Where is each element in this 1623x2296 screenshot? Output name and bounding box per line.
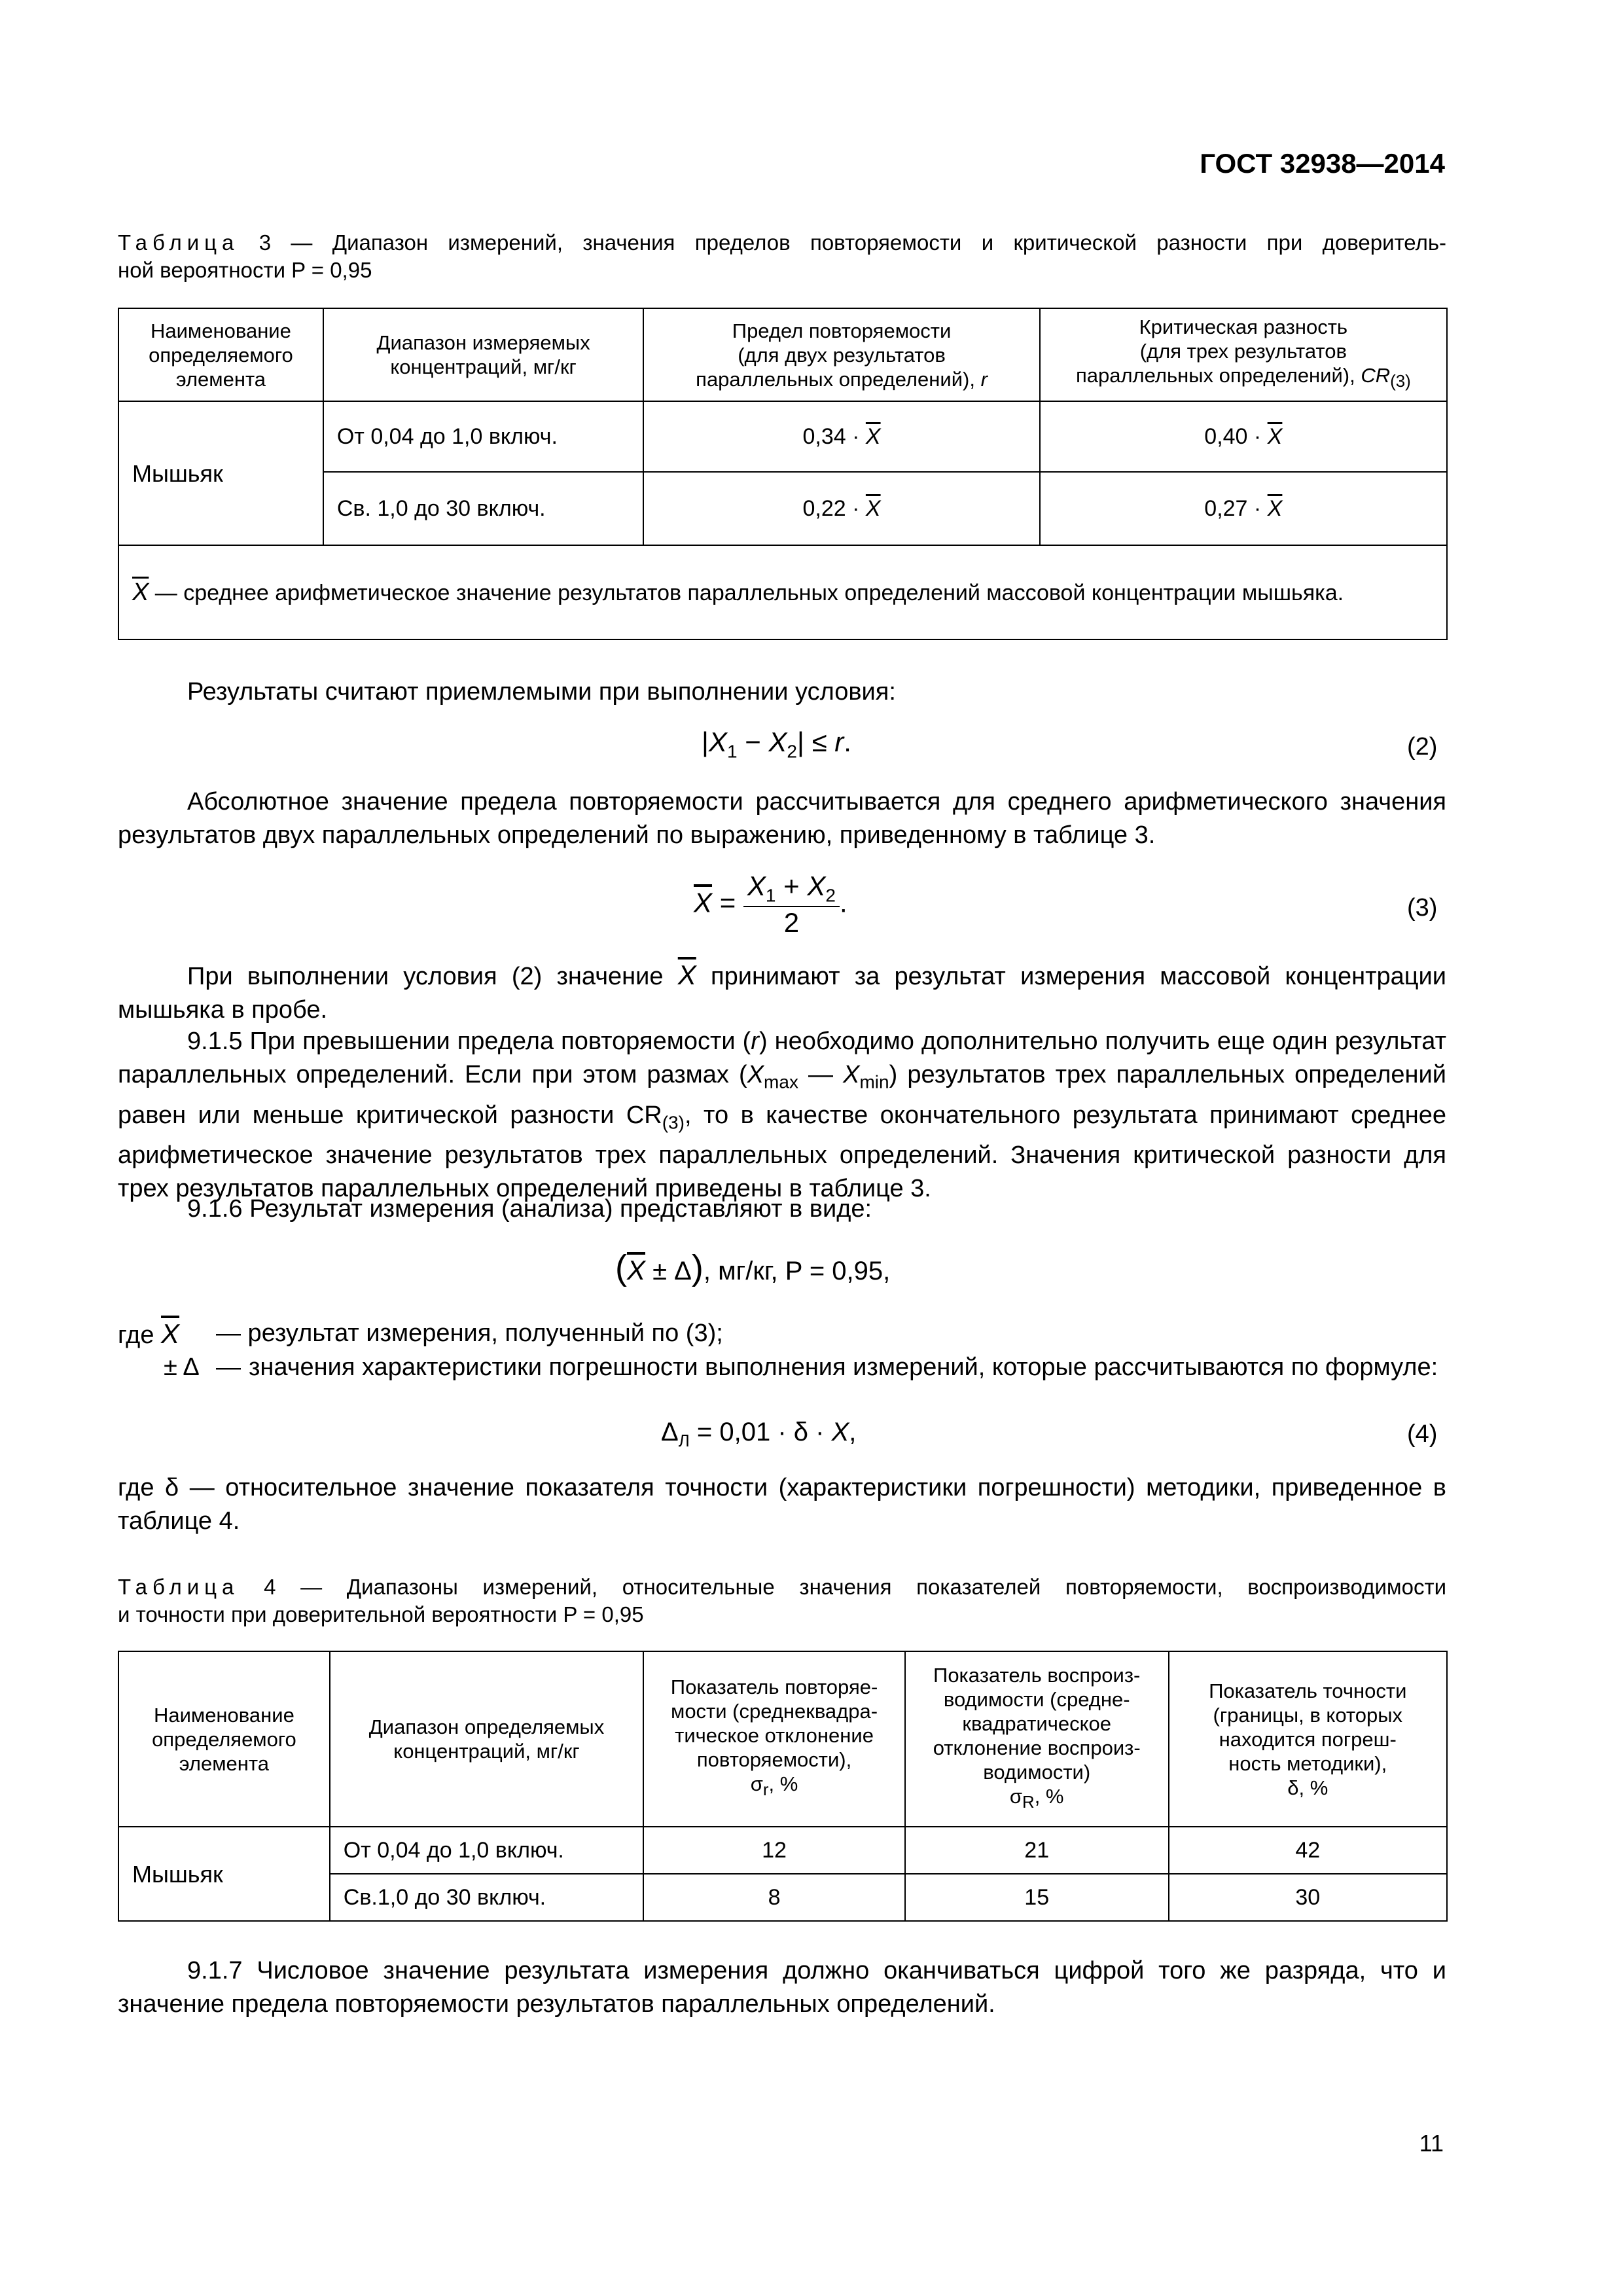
table3-caption-lead: Таблица (118, 230, 240, 255)
table4-caption-lead: Таблица (118, 1575, 240, 1599)
table3-cr-value: $0,40 \cdot \overline{X}$ (1040, 401, 1447, 472)
paragraph-absolute-value: Абсолютное значение предела повторяемости рассчитывается для среднего арифметического значения результатов двух параллельных определений по выражению, приведенному в таблице 3. (118, 788, 1446, 849)
table4-sigma-R: 15 (905, 1874, 1169, 1921)
table4-range: От 0,04 до 1,0 включ. (330, 1827, 643, 1874)
paragraph-9-1-7: 9.1.7 Числовое значение результата измерения должно оканчиваться цифрой того же разряда, что и значение предела повторяемости результатов параллельных определений. (118, 1957, 1446, 2018)
where-clause-1-lead: где $\overline{X}$ (118, 1318, 180, 1349)
equation-result: $(\overline{X} \pm \Delta)$, мг/кг, P = 0,95, (615, 1248, 891, 1287)
table4-sigma-r: 8 (643, 1874, 905, 1921)
table4-sigma-r: 12 (643, 1827, 905, 1874)
table-row (118, 1827, 1447, 1874)
table4-header-element: Наименование определяемого элемента (118, 1651, 330, 1827)
table3-range: Св. 1,0 до 30 включ. (323, 472, 644, 545)
where-clause-2-dash: — (216, 1354, 241, 1381)
table4-header-accuracy: Показатель точности (границы, в которых находится погреш- ность методики), δ, % (1169, 1651, 1447, 1827)
table3-header-repeatability: Предел повторяемости (для двух результатов параллельных определений), r (643, 308, 1039, 401)
table4-header-reproducibility: Показатель воспроиз- водимости (средне- квадратическое отклонение воспроиз- водимости) $\sigma_R$, % (905, 1651, 1169, 1827)
table4-delta: 42 (1169, 1827, 1447, 1874)
table4-sigma-R: 21 (905, 1827, 1169, 1874)
equation-4: $\Delta_Л = 0,01 \cdot \delta \cdot X$, (661, 1418, 857, 1450)
paragraph-9-1-5: 9.1.5 При превышении предела повторяемости (r) необходимо дополнительно получить еще один результат параллельных определений. Если при этом размах ($X_{max}$ — $X_{min}$) результатов трех параллельных определений равен или меньше критической разности $CR_{(3)}$, то в качестве окончательного результата принимают среднее арифметическое значение результатов трех параллельных определений. Значения критической разности для трех результатов параллельных определений приведены в таблице 3. (118, 1028, 1446, 1203)
equation-2: $|X_1 - X_2| \le r$. (702, 726, 851, 762)
doc-id: ГОСТ 32938—2014 (1200, 148, 1445, 179)
paragraph-9-1-6: 9.1.6 Результат измерения (анализа) представляют в виде: (187, 1195, 872, 1223)
where-clause-2: значения характеристики погрешности выполнения измерений, которые рассчитываются по формуле: (249, 1354, 1438, 1381)
table4 (118, 1651, 1448, 1922)
table3-header-row (118, 308, 1447, 401)
paragraph-condition: При выполнении условия (2) значение $\overline{X}$ принимают за результат измерения массовой концентрации мышьяка в пробе. (118, 960, 1446, 1024)
table3-r-value: $0,22 \cdot \overline{X}$ (643, 472, 1039, 545)
equation-3: $\overline{X}$ = $\frac{X_1 + X_2}{2}$ . (694, 870, 847, 939)
table4-header-row (118, 1651, 1447, 1827)
table4-delta: 30 (1169, 1874, 1447, 1921)
table3-caption-text2: ной вероятности P = 0,95 (118, 258, 372, 282)
table4-caption-text2: и точности при доверительной вероятности P = 0,95 (118, 1602, 644, 1626)
page-number: 11 (1419, 2130, 1444, 2157)
table3-header-range: Диапазон измеряемых концентраций, мг/кг (323, 308, 644, 401)
table3-element-name: Мышьяк (118, 401, 323, 545)
table3-cr-value: $0,27 \cdot \overline{X}$ (1040, 472, 1447, 545)
paragraph-delta: где δ — относительное значение показателя точности (характеристики погрешности) методики, приведенное в таблице 4. (118, 1474, 1446, 1535)
table3-caption (118, 229, 1446, 284)
table3-r-value: $0,34 \cdot \overline{X}$ (643, 401, 1039, 472)
table3-range: От 0,04 до 1,0 включ. (323, 401, 644, 472)
equation-3-number: (3) (1407, 894, 1438, 922)
table3-caption-text: 3 — Диапазон измерений, значения пределов повторяемости и критической разности при доверитель- (259, 230, 1447, 255)
table3-header-critical-difference: Критическая разность (для трех результатов параллельных определений), $CR_{(3)}$ (1040, 308, 1447, 401)
table4-header-repeatability: Показатель повторяе- мости (среднеквадра- тическое отклонение повторяемости), $\sigma_r$, % (643, 1651, 905, 1827)
table-row (118, 401, 1447, 472)
table4-element-name: Мышьяк (118, 1827, 330, 1921)
table4-range: Св.1,0 до 30 включ. (330, 1874, 643, 1921)
equation-4-number: (4) (1407, 1420, 1438, 1448)
table3-header-element: Наименование определяемого элемента (118, 308, 323, 401)
table3-footnote-row (118, 545, 1447, 639)
table4-header-range: Диапазон определяемых концентраций, мг/кг (330, 1651, 643, 1827)
table4-caption (118, 1573, 1446, 1628)
where-clause-2-lead: ± Δ (164, 1354, 200, 1381)
paragraph-acceptance: Результаты считают приемлемыми при выполнении условия: (187, 678, 896, 706)
where-clause-1: — результат измерения, полученный по (3); (216, 1319, 723, 1347)
table4-caption-text: 4 — Диапазоны измерений, относительные значения показателей повторяемости, воспроизводимости (264, 1575, 1447, 1599)
table3 (118, 308, 1448, 640)
table3-footnote: $\overline{X}$ — среднее арифметическое значение результатов параллельных определений массовой концентрации мышьяка. (118, 545, 1447, 639)
equation-2-number: (2) (1407, 733, 1438, 761)
